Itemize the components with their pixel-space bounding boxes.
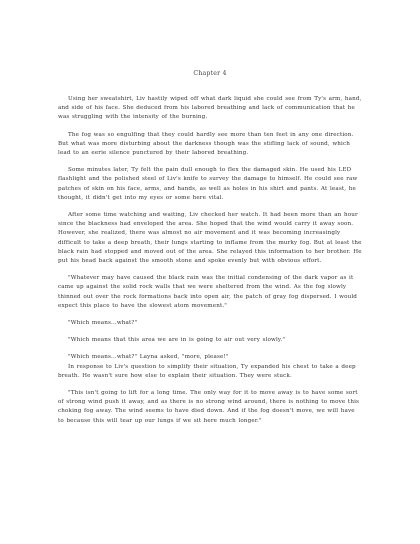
chapter-title: Chapter 4 (193, 70, 227, 77)
paragraph: "Which means that this area we are in is going to air out very slowly." (68, 337, 286, 344)
paragraph: "This isn't going to lift for a long time. The only way for it to move away is to have some sort of strong wind push it away, and as there is no strong wind around, there is nothing to move this choking fog away. The wind seems to have died down. And if the fog doesn't move, we will have to because this will tear up our lungs if we sit here much longer." (58, 390, 360, 424)
paragraph: "Which means...what?" (68, 320, 138, 327)
paragraph: In response to Liv's question to simplify their situation, Ty expanded his chest to take a deep breath. He wasn't sure how else to explain their situation. They were stuck. (58, 363, 356, 379)
paragraph: "Which means...what?" Layna asked, "more, please!" (68, 354, 229, 361)
paragraph: Using her sweatshirt, Liv hastily wiped off what dark liquid she could see from Ty's arm, hand, and side of his face. She deduced from his labored breathing and lack of communication that he was struggling with the intensity of the burning. (58, 96, 362, 121)
paragraph: The fog was so engulfing that they could hardly see more than ten feet in any one direction. But what was more disturbing about the darkness though was the stifling lack of sound, which lead to an eerie silence punctured by their labored breathing. (58, 131, 354, 157)
paragraph: "Whatever may have caused the black rain was the initial condensing of the dark vapor as it came up against the solid rock walls that we were sheltered from the wind. As the fog slowly thinned out over the rock formations back into open air, the patch of gray fog dispersed. I would expect this place to have the slowest atom movement." (58, 275, 358, 309)
paragraph: After some time watching and waiting, Liv checked her watch. It had been more than an hour since the blackness had enveloped the area. She hoped that the wind would carry it away soon. However, she realized, there was almost no air movement and it was becoming increasingly difficult to take a deep breath, their lungs starting to inflame from the murky fog. But at least the black rain had stopped and moved out of the area. She relayed this information to her brother. He put his head back against the smooth stone and spoke evenly but with obvious effort. (58, 212, 362, 265)
paragraph: Some minutes later, Ty felt the pain dull enough to flex the damaged skin. He used his LED flashlight and the polished steel of Liv's knife to survey the damage to himself. He could see raw patches of skin on his face, arms, and hands, as well as holes in his shirt and pants. At least, he thought, it didn't get into my eyes or some here vital. (58, 167, 358, 201)
